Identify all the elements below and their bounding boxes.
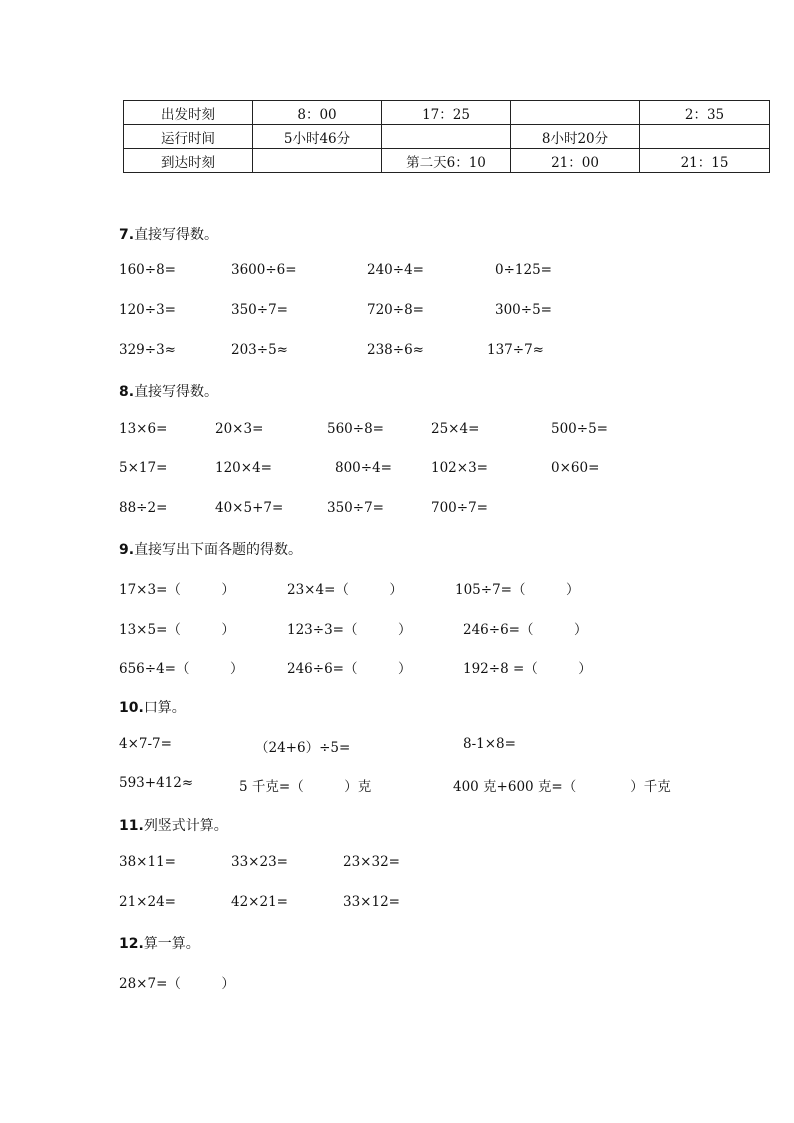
- problem: 17×3=（ ）: [119, 582, 235, 598]
- table-row: [124, 149, 770, 173]
- table-row: [124, 125, 770, 149]
- problem: 102×3=: [431, 460, 488, 476]
- problem: 120×4=: [215, 460, 272, 476]
- problem: 23×4=（ ）: [287, 582, 403, 598]
- table-cell: [253, 149, 382, 173]
- section-heading: 10.口算。: [119, 700, 186, 716]
- problem: 160÷8=: [119, 262, 176, 278]
- problem: 21×24=: [119, 894, 176, 910]
- problem: 3600÷6=: [231, 262, 297, 278]
- problem: 192÷8 =（ ）: [463, 661, 592, 677]
- section-heading: 12.算一算。: [119, 936, 200, 952]
- section-heading: 9.直接写出下面各题的得数。: [119, 542, 303, 558]
- problem: 38×11=: [119, 854, 176, 870]
- problem: 40×5+7=: [215, 500, 284, 516]
- section-heading: 7.直接写得数。: [119, 227, 219, 243]
- table-cell: [382, 125, 511, 149]
- row-label: 出发时刻: [124, 101, 253, 125]
- problem: 700÷7=: [431, 500, 488, 516]
- problem: 8-1×8=: [463, 736, 516, 752]
- table-cell: 第二天6：10: [382, 149, 511, 173]
- problem: 42×21=: [231, 894, 288, 910]
- table-cell: 5小时46分: [253, 125, 382, 149]
- problem: 120÷3=: [119, 302, 176, 318]
- problem: 88÷2=: [119, 500, 168, 516]
- problem: 20×3=: [215, 421, 264, 437]
- problem: 5×17=: [119, 460, 168, 476]
- table-row: [124, 101, 770, 125]
- problem: 123÷3=（ ）: [287, 622, 412, 638]
- problem: 300÷5=: [495, 302, 552, 318]
- problem: 246÷6=（ ）: [463, 622, 588, 638]
- problem: 656÷4=（ ）: [119, 661, 244, 677]
- problem: 105÷7=（ ）: [455, 582, 580, 598]
- problem: 720÷8=: [367, 302, 424, 318]
- problem: 500÷5=: [551, 421, 608, 437]
- table-cell: 2：35: [640, 101, 770, 125]
- table-cell: 21：15: [640, 149, 770, 173]
- row-label: 到达时刻: [124, 149, 253, 173]
- problem: 5 千克=（ ）克: [239, 779, 372, 795]
- section-heading: 11.列竖式计算。: [119, 818, 228, 834]
- table-cell: 8小时20分: [511, 125, 640, 149]
- problem: 23×32=: [343, 854, 400, 870]
- table-cell: 21：00: [511, 149, 640, 173]
- table-cell: 17：25: [382, 101, 511, 125]
- problem: 350÷7=: [327, 500, 384, 516]
- problem: 238÷6≈: [367, 342, 424, 358]
- problem: 25×4=: [431, 421, 480, 437]
- problem: 560÷8=: [327, 421, 384, 437]
- problem: 13×5=（ ）: [119, 622, 235, 638]
- problem: 350÷7=: [231, 302, 288, 318]
- problem: 0×60=: [551, 460, 600, 476]
- problem: 13×6=: [119, 421, 168, 437]
- problem: 0÷125=: [495, 262, 552, 278]
- section-heading: 8.直接写得数。: [119, 384, 219, 400]
- problem: （24+6）÷5=: [255, 740, 351, 756]
- table-cell: 8：00: [253, 101, 382, 125]
- table-cell: [511, 101, 640, 125]
- problem: 800÷4=: [335, 460, 392, 476]
- problem: 28×7=（ ）: [119, 976, 235, 992]
- problem: 240÷4=: [367, 262, 424, 278]
- problem: 593+412≈: [119, 775, 194, 791]
- problem: 329÷3≈: [119, 342, 176, 358]
- problem: 400 克+600 克=（ ）千克: [453, 779, 671, 795]
- problem: 203÷5≈: [231, 342, 288, 358]
- table-cell: [640, 125, 770, 149]
- problem: 33×23=: [231, 854, 288, 870]
- problem: 4×7-7=: [119, 736, 172, 752]
- problem: 33×12=: [343, 894, 400, 910]
- time-table: [123, 100, 770, 173]
- row-label: 运行时间: [124, 125, 253, 149]
- problem: 246÷6=（ ）: [287, 661, 412, 677]
- problem: 137÷7≈: [487, 342, 544, 358]
